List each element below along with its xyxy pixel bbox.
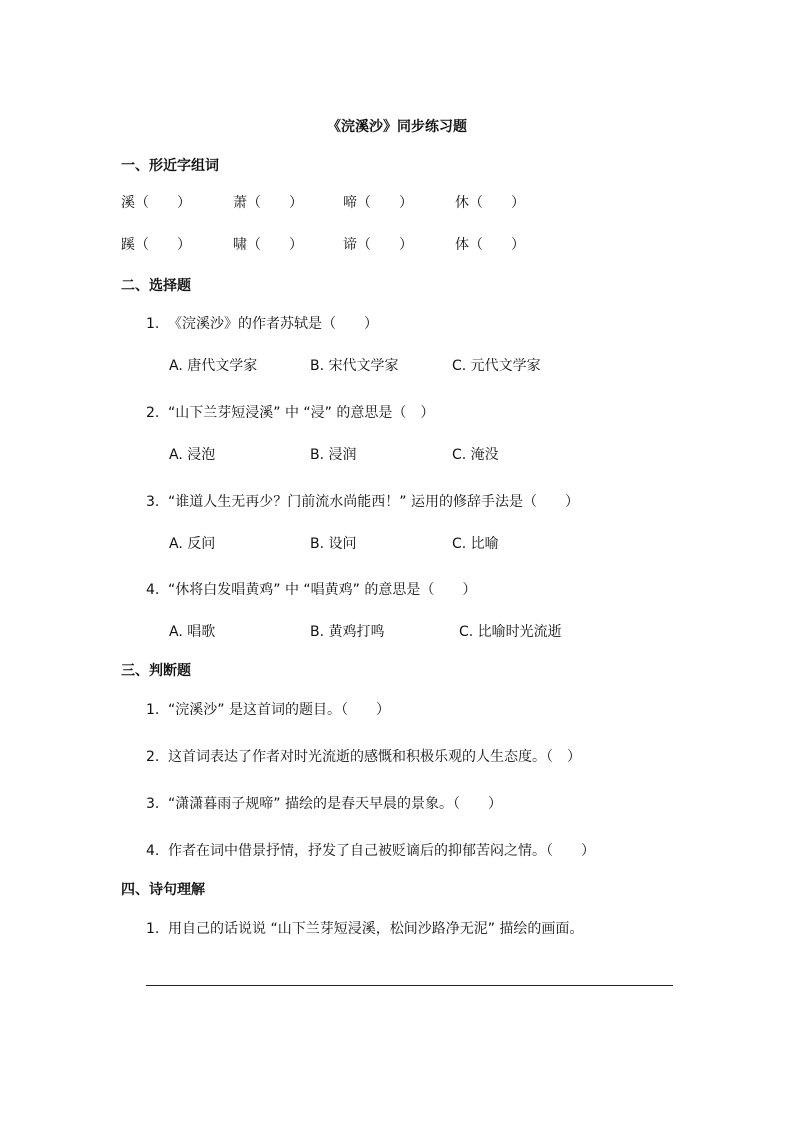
char-item: 萧（ ） (233, 195, 303, 211)
char-item: 谛（ ） (343, 237, 413, 253)
option-c: C. 比喻 (452, 536, 499, 552)
option-b: B. 浸润 (310, 447, 357, 463)
question-text: “潇潇暮雨子规啼” 描绘的是春天早晨的景象。（ ） (168, 796, 502, 812)
option-a: A. 唱歌 (169, 624, 216, 640)
option-b: B. 宋代文学家 (310, 358, 399, 374)
char-item: 啸（ ） (233, 237, 303, 253)
option-a: A. 唐代文学家 (169, 358, 258, 374)
judge-question-4 (146, 840, 595, 860)
section-heading-3: 三、判断题 (121, 663, 191, 679)
question-text: “浣溪沙” 是这首词的题目。（ ） (168, 702, 390, 718)
char-item: 休（ ） (455, 195, 525, 211)
question-text: 作者在词中借景抒情，抒发了自己被贬谪后的抑郁苦闷之情。（ ） (168, 843, 595, 859)
question-text: “山下兰芽短浸溪” 中 “浸” 的意思是（ ） (168, 405, 435, 421)
choice-question-2 (146, 402, 434, 422)
question-text: 用自己的话说说 “山下兰芽短浸溪，松间沙路净无泥” 描绘的画面。 (168, 921, 584, 937)
question-number: 4. (146, 582, 160, 598)
judge-question-1 (146, 699, 390, 719)
question-number: 1. (146, 316, 160, 332)
question-text: “谁道人生无再少？门前流水尚能西！” 运用的修辞手法是（ ） (168, 494, 579, 510)
question-number: 1. (146, 702, 160, 718)
question-number: 4. (146, 843, 160, 859)
section-heading-1: 一、形近字组词 (121, 158, 219, 174)
understand-question-1 (146, 918, 583, 938)
char-item: 啼（ ） (343, 195, 413, 211)
option-b: B. 黄鸡打鸣 (310, 624, 385, 640)
question-text: “休将白发唱黄鸡” 中 “唱黄鸡” 的意思是（ ） (168, 582, 477, 598)
option-a: A. 浸泡 (169, 447, 216, 463)
question-number: 1. (146, 921, 160, 937)
question-number: 3. (146, 796, 160, 812)
question-text: 这首词表达了作者对时光流逝的感慨和积极乐观的人生态度。（ ） (168, 749, 581, 765)
question-number: 2. (146, 405, 160, 421)
question-text: 《浣溪沙》的作者苏轼是（ ） (168, 316, 378, 332)
answer-line[interactable] (146, 985, 673, 986)
question-number: 3. (146, 494, 160, 510)
section-heading-2: 二、选择题 (121, 278, 191, 294)
option-b: B. 设问 (310, 536, 357, 552)
option-c: C. 元代文学家 (452, 358, 541, 374)
judge-question-3 (146, 793, 502, 813)
char-item: 溪（ ） (121, 195, 191, 211)
judge-question-2 (146, 746, 581, 766)
choice-question-4 (146, 579, 476, 599)
choice-question-3 (146, 491, 579, 511)
char-item: 体（ ） (455, 237, 525, 253)
option-c: C. 淹没 (452, 447, 499, 463)
option-c: C. 比喻时光流逝 (459, 624, 562, 640)
choice-question-1 (146, 313, 378, 333)
char-item: 蹊（ ） (121, 237, 191, 253)
section-heading-4: 四、诗句理解 (121, 882, 205, 898)
option-a: A. 反问 (169, 536, 216, 552)
question-number: 2. (146, 749, 160, 765)
page-title: 《浣溪沙》同步练习题 (327, 119, 467, 135)
